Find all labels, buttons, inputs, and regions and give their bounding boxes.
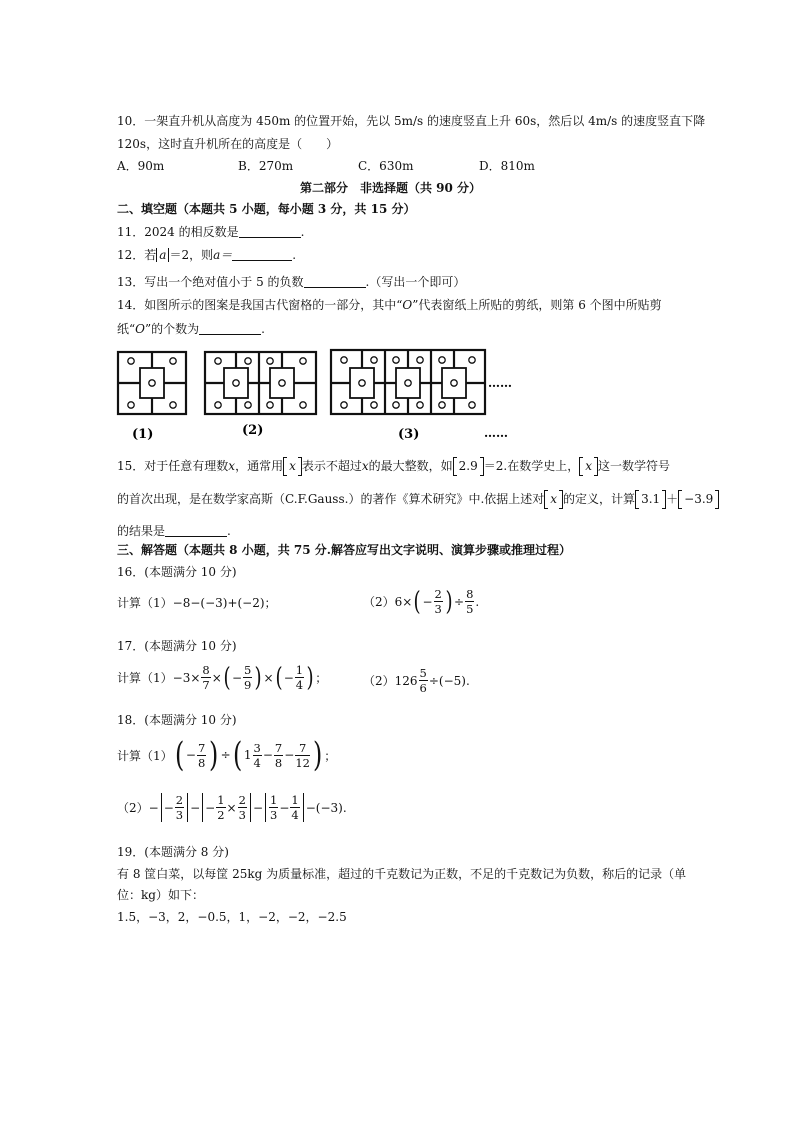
q18-calc-label: 计算（1） (117, 748, 173, 763)
q15-blank (165, 524, 227, 537)
q15-line2a: 的首次出现，是在数学家高斯（C.F.Gauss.）的著作《算术研究》中.依据上述对 (117, 492, 545, 506)
lattice-figure (110, 346, 520, 442)
q15-line2b: 的定义，计算 (563, 492, 636, 506)
fig-dots-top: …… (488, 376, 512, 390)
fig-label-3: (3) (398, 427, 420, 442)
q18-tail: (−3). (315, 800, 347, 815)
q18-abs-2: − $\frac{1}{2}$ × $\frac{2}{3}$ (202, 793, 251, 822)
q11-text: 11．2024 的相反数是 (117, 225, 239, 239)
q18-abs-1: − $\frac{2}{3}$ (161, 793, 188, 822)
q14-o: O (402, 298, 413, 312)
q15-floor-v2: −3.9 (678, 492, 719, 506)
q16-part1: −8−(−3)+(−2)； (172, 596, 277, 610)
q18-abs-3: $\frac{1}{3}$ − $\frac{1}{4}$ (265, 793, 304, 822)
q16-calc-2: （2）6× ( − $\frac{2}{3}$ ) ÷ $\frac{8}{5}$ . (363, 586, 480, 617)
q12-prefix: 12．若 (117, 248, 157, 262)
q14-blank (199, 322, 261, 335)
q18-whole: 1 (243, 748, 252, 762)
q15-line2 (117, 490, 719, 507)
q12-a2: a＝ (213, 248, 233, 262)
q12-mid: ＝2，则 (169, 248, 214, 262)
q15-floor-v1: 3.1 (635, 492, 666, 506)
q17-calc-label: 计算（1）−3× (117, 671, 201, 685)
q14-line2-b: ”的个数为 (144, 322, 200, 336)
q15-b: ，通常用 (235, 459, 284, 473)
q10-option-b: B．270m (238, 159, 294, 173)
q10-line1: 10．一架直升机从高度为 450m 的位置开始，先以 5m/s 的速度竖直上升 60s，然后以 4m/s 的速度竖直下降 (117, 114, 706, 128)
q10-line2: 120s，这时直升机所在的高度是（ ） (117, 137, 339, 151)
q16-div: ÷ (454, 594, 465, 609)
q15-x2: x (361, 459, 369, 473)
q10-option-a: A．90m (117, 159, 165, 173)
q19-head: 19．(本题满分 8 分) (117, 845, 229, 859)
q16-part2-label: （2）6× (363, 595, 413, 609)
q18-frac-c: $\frac{7}{8}$ (274, 740, 283, 770)
q17-part2-tail: ÷(−5). (428, 673, 470, 688)
q15-c: 表示不超过 (301, 459, 362, 473)
q13-note: .（写出一个即可） (365, 275, 466, 289)
q18-frac-a: $\frac{7}{8}$ (197, 740, 206, 770)
q17-calc-1: 计算（1）−3× $\frac{8}{7}$ × ( − $\frac{5}{9}$ ) × ( − $\frac{1}{4}$ ) ； (117, 662, 328, 693)
q12-blank (232, 248, 292, 261)
part2-title: 第二部分 非选择题（共 90 分） (300, 181, 482, 195)
fig-label-1: (1) (132, 427, 154, 442)
q14-line2-a: 纸“ (117, 322, 136, 336)
q15-e: ＝2.在数学史上， (483, 459, 580, 473)
q14-text-a: 14．如图所示的图案是我国古代窗格的一部分，其中“ (117, 298, 403, 312)
q18-calc-2: （2） − − $\frac{2}{3}$ − − $\frac{1}{2}$ × $\frac{2}{3}$ − $\frac{1}{3}$ − $\frac{1}{4}$ − (−3). (117, 793, 347, 822)
q14-line2: 纸“O”的个数为 . (117, 322, 265, 336)
q17-head: 17．(本题满分 10 分) (117, 639, 237, 653)
q17-frac-2: $\frac{5}{9}$ (244, 663, 252, 692)
q15-f: 这一数学符号 (598, 459, 671, 473)
q12-abs-a: a (156, 248, 169, 262)
q18-calc-1: 计算（1） ( − $\frac{7}{8}$ ) ÷ ( 1 $\frac{3}{4}$ − $\frac{7}{8}$ − $\frac{7}{12}$ ) ； (117, 735, 337, 775)
q12: 12．若 a ＝2，则a＝ . (117, 248, 297, 262)
q15-line3-text: 的结果是 (117, 524, 166, 538)
q11: 11．2024 的相反数是 . (117, 225, 305, 239)
q15-floor-ex: 2.9 (453, 459, 484, 473)
q14-o2: O (135, 322, 145, 336)
q16-frac-a: $\frac{2}{3}$ (434, 587, 442, 616)
q13-blank (304, 275, 366, 288)
q13 (117, 273, 465, 290)
q10-option-d: D．810m (479, 159, 535, 173)
q17-frac-3: $\frac{1}{4}$ (295, 663, 304, 692)
section2-title: 二、填空题（本题共 5 小题，每小题 3 分，共 15 分） (117, 202, 416, 216)
q15-floor-x: x (283, 459, 302, 473)
q15-floor-x3: x (579, 459, 598, 473)
q17-calc-2 (363, 666, 470, 695)
section3-title: 三、解答题（本题共 8 小题，共 75 分.解答应写出文字说明、演算步骤或推理过程） (117, 543, 571, 557)
q17-mixed-frac: $\frac{5}{6}$ (419, 666, 427, 695)
lattice-3 (331, 350, 485, 414)
q18-head: 18．(本题满分 10 分) (117, 713, 237, 727)
q15-d: 的最大整数，如 (368, 459, 453, 473)
q16-frac-b: $\frac{8}{5}$ (466, 587, 474, 616)
fig-dots-bottom: …… (484, 426, 508, 440)
q19-records: 1.5，−3，2，−0.5，1，−2，−2，−2.5 (117, 910, 347, 924)
q15-floor-x4: x (544, 492, 563, 506)
q14-line1 (117, 296, 662, 313)
q15-x: x (228, 459, 236, 473)
q17-frac-1: $\frac{8}{7}$ (202, 663, 210, 692)
q18-part2-label: （2） (117, 801, 149, 815)
q19-line2: 位：kg）如下： (117, 888, 204, 902)
q18-frac-d: $\frac{7}{12}$ (295, 740, 310, 770)
q13-text: 13．写出一个绝对值小于 5 的负数 (117, 275, 304, 289)
q15-plus: ＋ (666, 492, 679, 506)
q15-line3: 的结果是 . (117, 524, 231, 538)
q16-head: 16．(本题满分 10 分) (117, 565, 237, 579)
q14-text-b: ”代表窗纸上所贴的剪纸，则第 6 个图中所贴剪 (412, 298, 662, 312)
q18-frac-b: $\frac{3}{4}$ (253, 740, 261, 770)
q10-option-c: C．630m (358, 159, 414, 173)
q19-line1: 有 8 筐白菜，以每筐 25kg 为质量标准，超过的千克数记为正数，不足的千克数记为负数，称后的记录（单 (117, 867, 687, 881)
fig-label-2: (2) (242, 423, 264, 438)
q17-part2-label: （2）126 (363, 674, 418, 688)
q15-line1 (117, 457, 670, 474)
q16-calc-label: 计算（1） (117, 596, 173, 610)
q16-calc-1 (117, 594, 277, 611)
q15-a: 15．对于任意有理数 (117, 459, 229, 473)
q11-blank (239, 225, 301, 238)
